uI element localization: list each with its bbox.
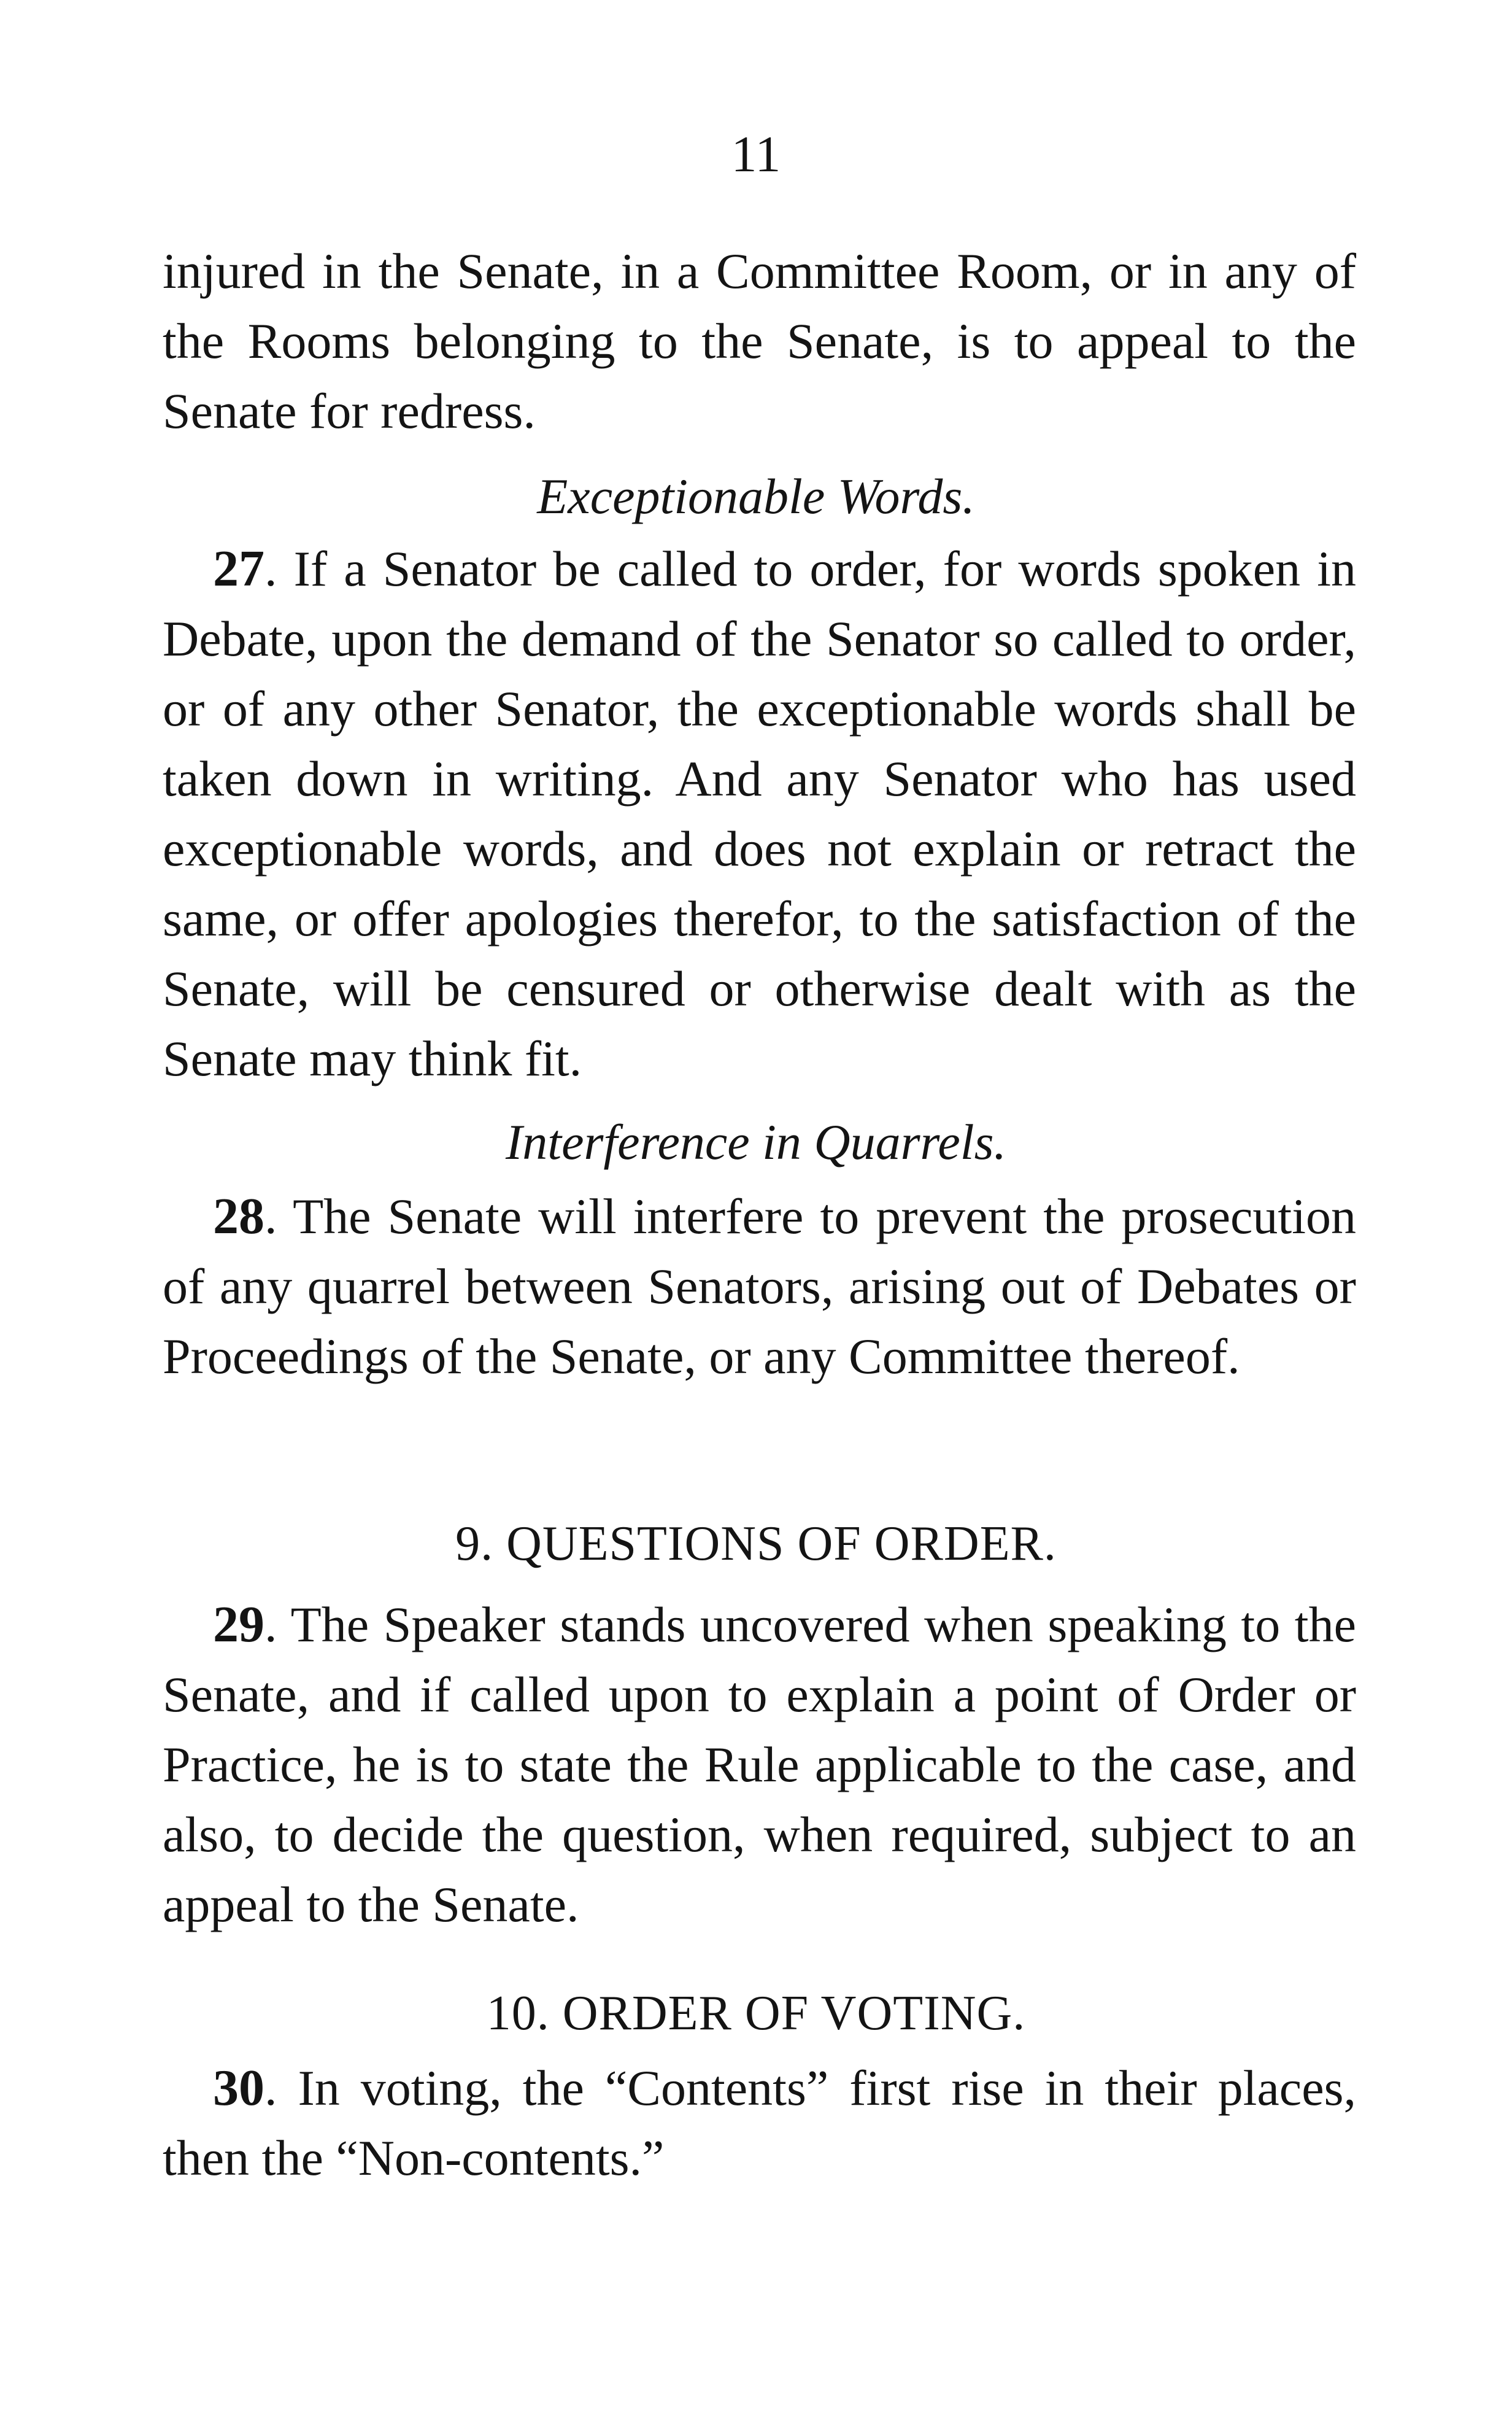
paragraph-28 bbox=[163, 1182, 1356, 1392]
continuation-paragraph bbox=[163, 236, 1356, 446]
heading-questions-of-order: 9. QUESTIONS OF ORDER. bbox=[455, 1517, 1057, 1571]
continuation-text: injured in the Senate, in a Committee Room, or in any of the Rooms belonging to the Senate, is to appeal to the Senate for redress. bbox=[163, 243, 1356, 439]
paragraph-number-period: . bbox=[264, 541, 294, 597]
paragraph-number-period: . bbox=[264, 1188, 293, 1244]
paragraph-number: 28 bbox=[213, 1188, 264, 1245]
paragraph-number: 30 bbox=[213, 2059, 264, 2116]
paragraph-number-period: . bbox=[264, 2060, 298, 2116]
paragraph-number: 27 bbox=[213, 540, 264, 597]
paragraph-30 bbox=[163, 2053, 1356, 2193]
paragraph-29 bbox=[163, 1590, 1356, 1940]
paragraph-number-period: . bbox=[264, 1597, 291, 1652]
page-number: 11 bbox=[731, 126, 781, 183]
paragraph-number: 29 bbox=[213, 1596, 264, 1653]
heading-order-of-voting: 10. ORDER OF VOTING. bbox=[486, 1986, 1026, 2040]
paragraph-text: In voting, the “Contents” first rise in their places, then the “Non-contents.” bbox=[163, 2060, 1356, 2186]
heading-exceptionable-words: Exceptionable Words. bbox=[537, 468, 975, 524]
heading-interference-in-quarrels: Interference in Quarrels. bbox=[506, 1114, 1006, 1170]
paragraph-text: The Senate will interfere to prevent the prosecution of any quarrel between Senators, arising out of Debates or Proceedings of the Senate, or any Committee thereof. bbox=[163, 1188, 1356, 1384]
paragraph-27 bbox=[163, 534, 1356, 1094]
paragraph-text: The Speaker stands uncovered when speaking to the Senate, and if called upon to explain a point of Order or Practice, he is to state the Rule applicable to the case, and also, to decide the question, when required, subject to an appeal to the Senate. bbox=[163, 1597, 1356, 1932]
paragraph-text: If a Senator be called to order, for words spoken in Debate, upon the demand of the Senator so called to order, or of any other Senator, the exceptionable words shall be taken down in writing. And any Senator who has used exceptionable words, and does not explain or retract the same, or offer apologies therefor, to the satisfaction of the Senate, will be censured or otherwise dealt with as the Senate may think fit. bbox=[163, 541, 1357, 1086]
